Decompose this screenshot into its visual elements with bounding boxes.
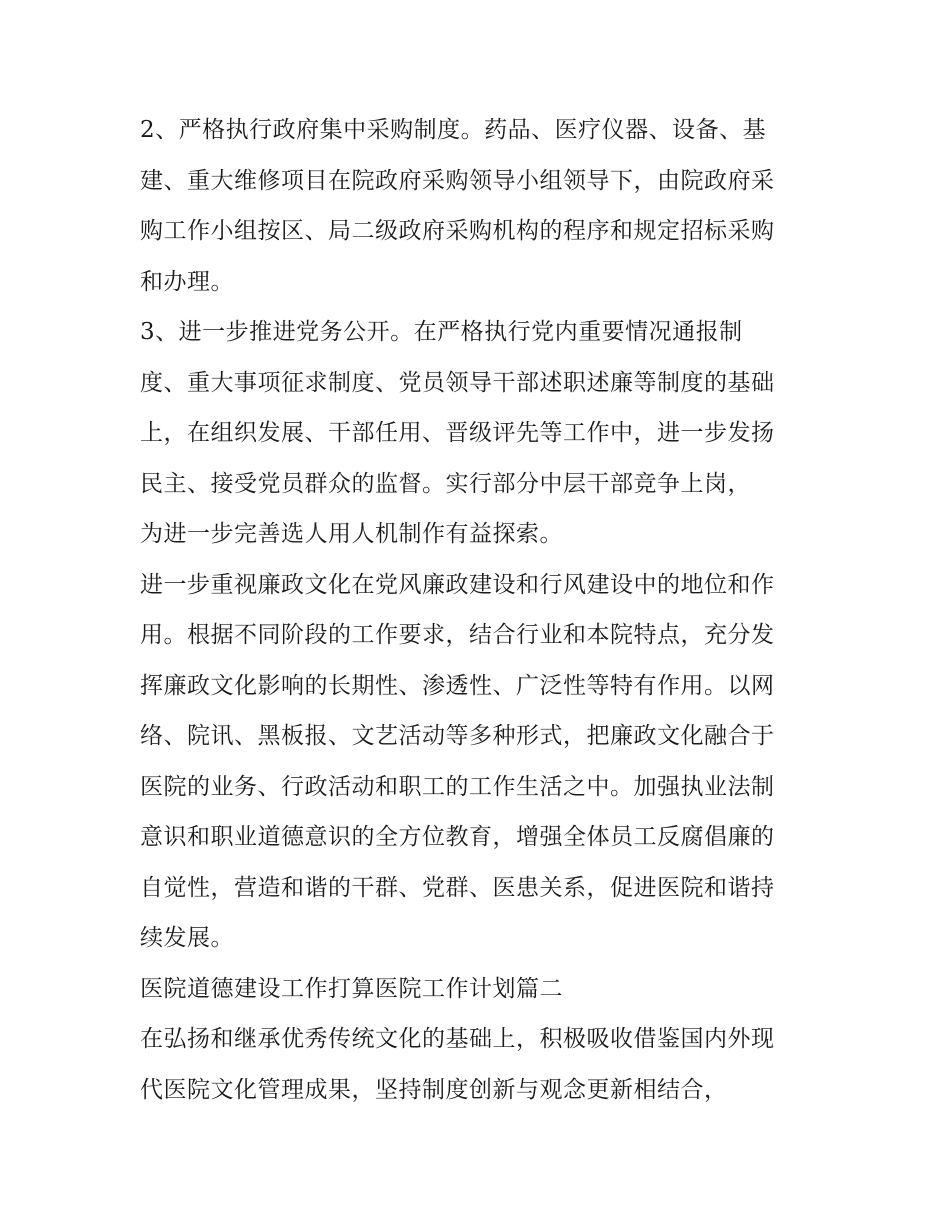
text-line: 自觉性，营造和谐的干群、党群、医患关系，促进医院和谐持 (140, 875, 775, 901)
text-line: 2、严格执行政府集中采购制度。药品、医疗仪器、设备、基 (140, 117, 767, 143)
text-line: 用。根据不同阶段的工作要求，结合行业和本院特点，充分发 (140, 622, 775, 648)
text-line: 建、重大维修项目在院政府采购领导小组领导下，由院政府采 (140, 168, 775, 194)
text-line: 续发展。 (140, 925, 234, 951)
section-heading: 医院道德建设工作打算医院工作计划篇二 (140, 976, 563, 1002)
text-line: 代医院文化管理成果，坚持制度创新与观念更新相结合， (140, 1077, 728, 1103)
text-line: 意识和职业道德意识的全方位教育，增强全体员工反腐倡廉的 (140, 824, 775, 850)
text-line: 和办理。 (140, 269, 234, 295)
text-line: 进一步重视廉政文化在党风廉政建设和行风建设中的地位和作 (140, 572, 775, 598)
text-line: 在弘扬和继承优秀传统文化的基础上，积极吸收借鉴国内外现 (140, 1026, 775, 1052)
text-line: 3、进一步推进党务公开。在严格执行党内重要情况通报制 (140, 319, 743, 345)
text-line: 民主、接受党员群众的监督。实行部分中层干部竞争上岗， (140, 471, 751, 497)
text-line: 上，在组织发展、干部任用、晋级评先等工作中，进一步发扬 (140, 420, 775, 446)
text-line: 购工作小组按区、局二级政府采购机构的程序和规定招标采购 (140, 218, 775, 244)
text-line: 络、院讯、黑板报、文艺活动等多种形式，把廉政文化融合于 (140, 723, 775, 749)
text-line: 医院的业务、行政活动和职工的工作生活之中。加强执业法制 (140, 774, 775, 800)
text-line: 为进一步完善选人用人机制作有益探索。 (140, 521, 563, 547)
text-line: 度、重大事项征求制度、党员领导干部述职述廉等制度的基础 (140, 370, 775, 396)
text-line: 挥廉政文化影响的长期性、渗透性、广泛性等特有作用。以网 (140, 673, 775, 699)
